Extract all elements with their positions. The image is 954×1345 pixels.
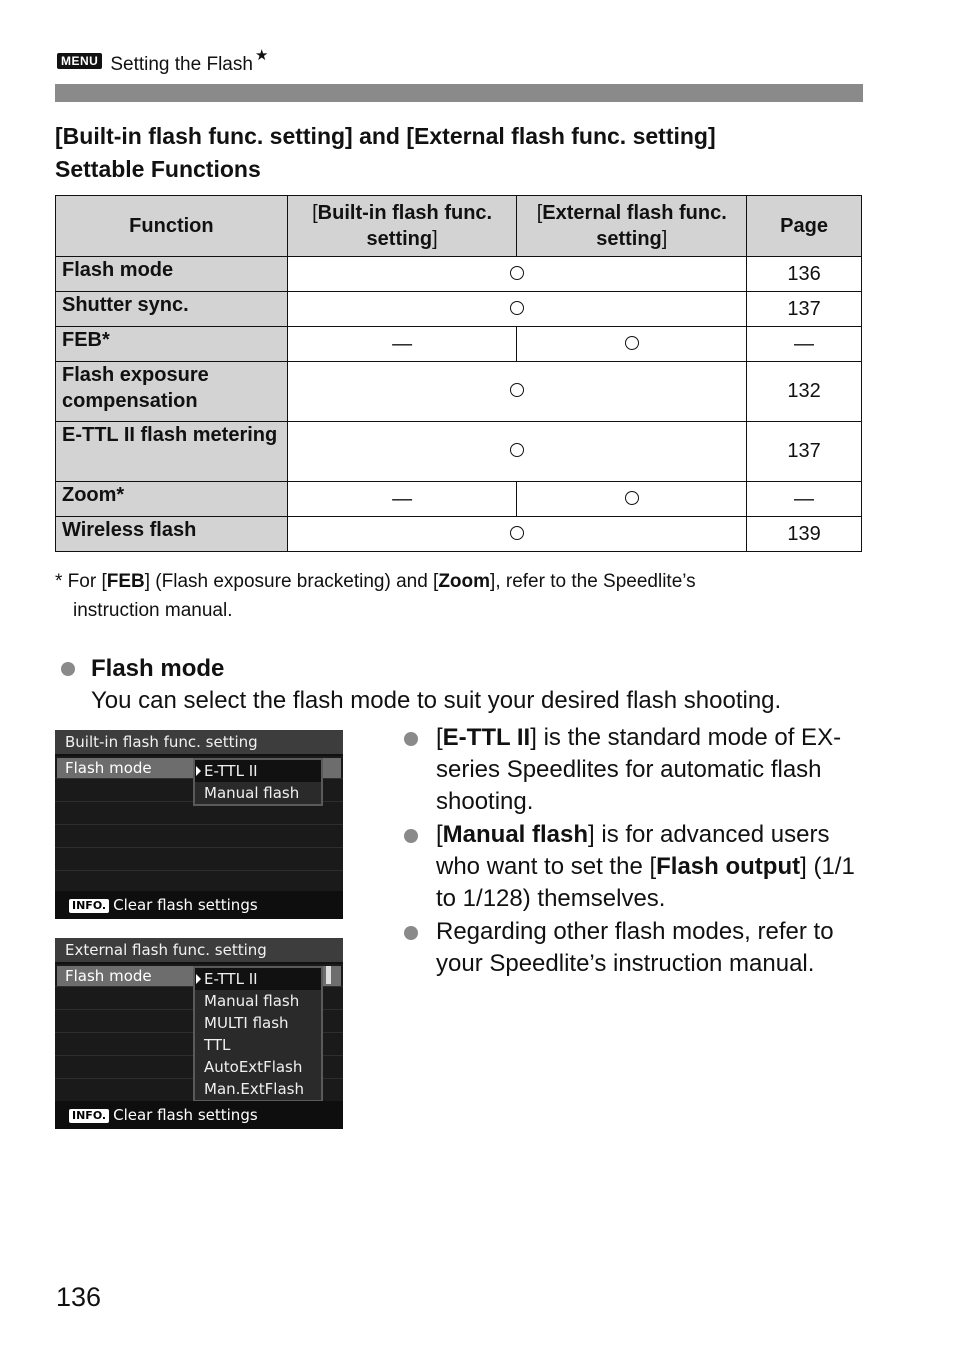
- page-number: 136: [56, 1282, 102, 1312]
- info-button-icon: INFO.: [69, 1109, 109, 1123]
- option-e-ttl-ii[interactable]: E-TTL II: [195, 968, 321, 990]
- header-rule: [55, 84, 863, 102]
- flash-mode-heading: Flash mode: [61, 655, 224, 683]
- col-header-page: Page: [747, 196, 862, 257]
- screen-title: External flash func. setting: [55, 938, 343, 964]
- bullet-item: Regarding other flash modes, refer to your Speedlite’s instruction manual.: [404, 916, 864, 980]
- header-title: Setting the Flash ★: [110, 47, 269, 75]
- table-footnote: * For [FEB] (Flash exposure bracketing) and [Zoom], refer to the Speedlite’s instruction manual.: [55, 571, 696, 621]
- row-page: —: [747, 327, 862, 362]
- row-availability: [287, 362, 746, 422]
- option-manual-flash[interactable]: Manual flash: [204, 992, 300, 1010]
- bullet-icon: [404, 732, 418, 746]
- circle-mark-icon: [510, 301, 524, 315]
- flash-mode-bullets: [404, 722, 864, 981]
- col-header-external: [External flash func. setting]: [517, 196, 747, 257]
- row-external: [517, 327, 747, 362]
- flash-mode-dropdown[interactable]: [193, 758, 323, 806]
- table-header-row: [56, 196, 862, 257]
- bullet-icon: [404, 829, 418, 843]
- row-availability: [287, 422, 746, 482]
- flash-mode-description: You can select the flash mode to suit your desired flash shooting.: [91, 687, 782, 714]
- option-ttl[interactable]: TTL: [204, 1036, 231, 1054]
- circle-mark-icon: [510, 526, 524, 540]
- bullet-icon: [404, 926, 418, 940]
- section-title: [Built-in flash func. setting] and [External flash func. setting] Settable Functions: [55, 123, 716, 182]
- row-availability: [287, 292, 746, 327]
- row-builtin: —: [287, 327, 517, 362]
- row-page: —: [747, 482, 862, 517]
- row-availability: [287, 257, 746, 292]
- row-function: Flash exposure compensation: [56, 362, 288, 422]
- menu-row-flash-mode[interactable]: Flash mode: [57, 966, 341, 986]
- page-header: [57, 48, 268, 74]
- clear-flash-settings[interactable]: INFO. Clear flash settings: [55, 1101, 343, 1129]
- table-row: [56, 327, 862, 362]
- col-header-function: Function: [56, 196, 288, 257]
- row-availability: [287, 517, 746, 552]
- settable-functions-table: [55, 195, 862, 552]
- table-row: [56, 362, 862, 422]
- menu-icon: MENU: [57, 53, 102, 69]
- external-flash-screen: [55, 938, 343, 1129]
- table-row: [56, 517, 862, 552]
- row-function: Wireless flash: [56, 517, 288, 552]
- screen-title: Built-in flash func. setting: [55, 730, 343, 756]
- table-row: [56, 422, 862, 482]
- option-multi-flash[interactable]: MULTI flash: [204, 1014, 289, 1032]
- flash-mode-dropdown[interactable]: [193, 966, 323, 1102]
- row-page: 136: [747, 257, 862, 292]
- circle-mark-icon: [625, 491, 639, 505]
- row-page: 137: [747, 422, 862, 482]
- star-icon: ★: [254, 47, 269, 64]
- row-builtin: —: [287, 482, 517, 517]
- row-function: Flash mode: [56, 257, 288, 292]
- row-function: E-TTL II flash metering: [56, 422, 288, 482]
- scrollbar[interactable]: [326, 966, 331, 984]
- circle-mark-icon: [625, 336, 639, 350]
- row-page: 137: [747, 292, 862, 327]
- row-external: [517, 482, 747, 517]
- bullet-item: [E-TTL II] is the standard mode of EX-series Speedlites for automatic flash shooting.: [404, 722, 864, 818]
- row-function: Zoom*: [56, 482, 288, 517]
- option-e-ttl-ii[interactable]: E-TTL II: [195, 760, 321, 782]
- table-row: [56, 257, 862, 292]
- row-page: 132: [747, 362, 862, 422]
- circle-mark-icon: [510, 383, 524, 397]
- circle-mark-icon: [510, 266, 524, 280]
- table-row: [56, 292, 862, 327]
- option-manual-flash[interactable]: Manual flash: [204, 784, 300, 802]
- clear-flash-settings[interactable]: INFO. Clear flash settings: [55, 891, 343, 919]
- col-header-builtin: [Built-in flash func. setting]: [287, 196, 517, 257]
- bullet-icon: [61, 662, 75, 676]
- row-page: 139: [747, 517, 862, 552]
- option-autoextflash[interactable]: AutoExtFlash: [204, 1058, 303, 1076]
- row-function: FEB*: [56, 327, 288, 362]
- bullet-item: [Manual flash] is for advanced users who want to set the [Flash output] (1/1 to 1/128) themselves.: [404, 819, 864, 915]
- option-manextflash[interactable]: Man.ExtFlash: [204, 1080, 304, 1098]
- table-row: [56, 482, 862, 517]
- menu-row-flash-mode[interactable]: Flash mode: [57, 758, 341, 778]
- row-function: Shutter sync.: [56, 292, 288, 327]
- circle-mark-icon: [510, 443, 524, 457]
- builtin-flash-screen: [55, 730, 343, 919]
- info-button-icon: INFO.: [69, 899, 109, 913]
